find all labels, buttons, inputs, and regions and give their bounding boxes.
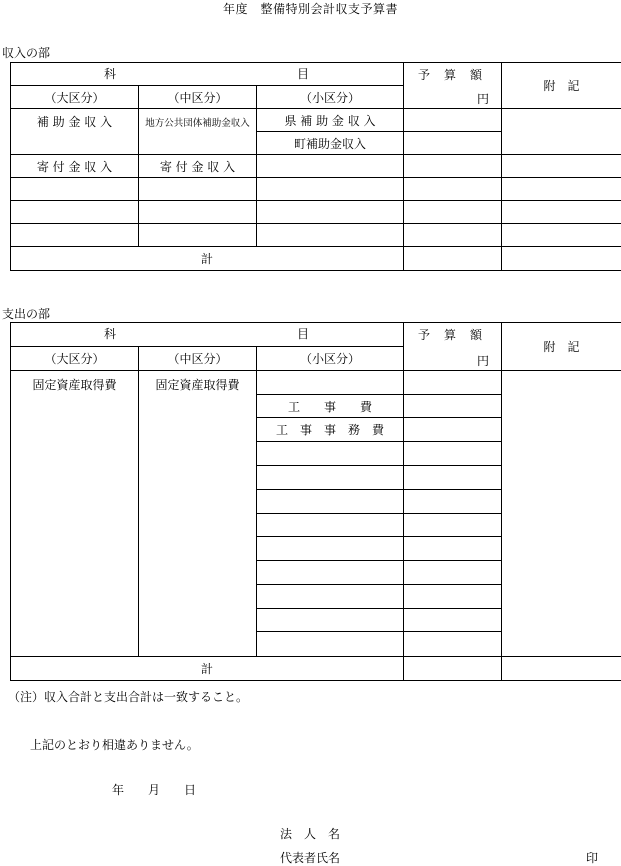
representative-name-label: 代表者氏名 xyxy=(280,849,340,866)
expense-budget-cell xyxy=(404,585,502,609)
expense-minor-cell xyxy=(257,466,404,490)
expense-minor-cell xyxy=(257,442,404,466)
expense-budget-header xyxy=(404,323,502,371)
budget-label: 予算額 xyxy=(418,326,496,343)
expense-budget-cell xyxy=(404,537,502,561)
expense-total-budget xyxy=(404,657,502,681)
expense-minor-cell xyxy=(257,609,404,632)
expense-major-header: （大区分） xyxy=(11,347,139,371)
income-major-header: （大区分） xyxy=(11,86,139,109)
income-major-cell: 補 助 金 収 入 xyxy=(11,109,139,155)
expense-major-cell: 固定資産取得費 xyxy=(11,371,139,657)
income-remarks-cell xyxy=(502,109,621,155)
expense-table xyxy=(10,322,621,681)
income-total-row xyxy=(11,247,621,271)
expense-minor-cell xyxy=(257,561,404,585)
expense-total-label: 計 xyxy=(11,657,404,681)
income-remarks-cell xyxy=(502,155,621,178)
expense-budget-cell xyxy=(404,609,502,632)
income-middle-cell: 地方公共団体補助金収入 xyxy=(139,109,257,155)
date-line: 年 月 日 xyxy=(112,781,196,798)
kamoku-label: 科 xyxy=(104,65,116,82)
expense-minor-cell xyxy=(257,585,404,609)
expense-budget-cell xyxy=(404,514,502,537)
income-budget-cell xyxy=(404,155,502,178)
yen-label: 円 xyxy=(477,352,489,369)
expense-budget-cell xyxy=(404,395,502,418)
income-middle-cell: 寄 付 金 収 入 xyxy=(139,155,257,178)
moku-label: 目 xyxy=(297,65,309,82)
table-row xyxy=(11,178,621,201)
budget-label: 予算額 xyxy=(418,66,496,83)
expense-total-row xyxy=(11,657,621,681)
kamoku-label: 科 xyxy=(104,325,116,342)
moku-label: 目 xyxy=(297,325,309,342)
income-minor-cell: 県 補 助 金 収 入 xyxy=(257,109,404,132)
income-minor-header: （小区分） xyxy=(257,86,404,109)
certification-text: 上記のとおり相違ありません。 xyxy=(30,736,199,753)
expense-minor-cell xyxy=(257,371,404,395)
income-kamoku-header xyxy=(11,63,404,86)
table-row xyxy=(11,371,621,395)
expense-minor-cell xyxy=(257,632,404,657)
yen-label: 円 xyxy=(477,90,489,107)
income-minor-cell: 町補助金収入 xyxy=(257,132,404,155)
income-budget-cell xyxy=(404,132,502,155)
expense-budget-cell xyxy=(404,442,502,466)
expense-middle-header: （中区分） xyxy=(139,347,257,371)
income-section-label: 収入の部 xyxy=(2,44,50,61)
table-row xyxy=(11,224,621,247)
expense-minor-cell: 工 事 費 xyxy=(257,395,404,418)
expense-remarks-header: 附 記 xyxy=(502,323,621,371)
income-budget-header xyxy=(404,63,502,109)
corporation-name-label: 法 人 名 xyxy=(280,825,340,842)
expense-minor-header: （小区分） xyxy=(257,347,404,371)
table-row xyxy=(11,109,621,132)
income-remarks-header: 附 記 xyxy=(502,63,621,109)
expense-minor-cell: 工 事 事 務 費 xyxy=(257,418,404,442)
expense-section-label: 支出の部 xyxy=(2,305,50,322)
expense-minor-cell xyxy=(257,514,404,537)
income-total-budget xyxy=(404,247,502,271)
expense-middle-cell: 固定資産取得費 xyxy=(139,371,257,657)
expense-budget-cell xyxy=(404,466,502,490)
expense-budget-cell xyxy=(404,632,502,657)
expense-minor-cell xyxy=(257,490,404,514)
table-row xyxy=(11,201,621,224)
document-title: 年度 整備特別会計収支予算書 xyxy=(0,0,621,17)
expense-minor-cell xyxy=(257,537,404,561)
income-table xyxy=(10,62,621,271)
income-major-cell: 寄 付 金 収 入 xyxy=(11,155,139,178)
expense-budget-cell xyxy=(404,490,502,514)
expense-budget-cell xyxy=(404,418,502,442)
income-middle-header: （中区分） xyxy=(139,86,257,109)
seal-label: 印 xyxy=(586,849,598,866)
expense-kamoku-header xyxy=(11,323,404,347)
note-text: （注）収入合計と支出合計は一致すること。 xyxy=(8,688,248,705)
expense-total-remarks xyxy=(502,657,621,681)
table-row xyxy=(11,155,621,178)
expense-remarks-cell xyxy=(502,371,621,657)
expense-budget-cell xyxy=(404,371,502,395)
income-total-label: 計 xyxy=(11,247,404,271)
income-budget-cell xyxy=(404,109,502,132)
income-minor-cell xyxy=(257,155,404,178)
income-total-remarks xyxy=(502,247,621,271)
expense-budget-cell xyxy=(404,561,502,585)
